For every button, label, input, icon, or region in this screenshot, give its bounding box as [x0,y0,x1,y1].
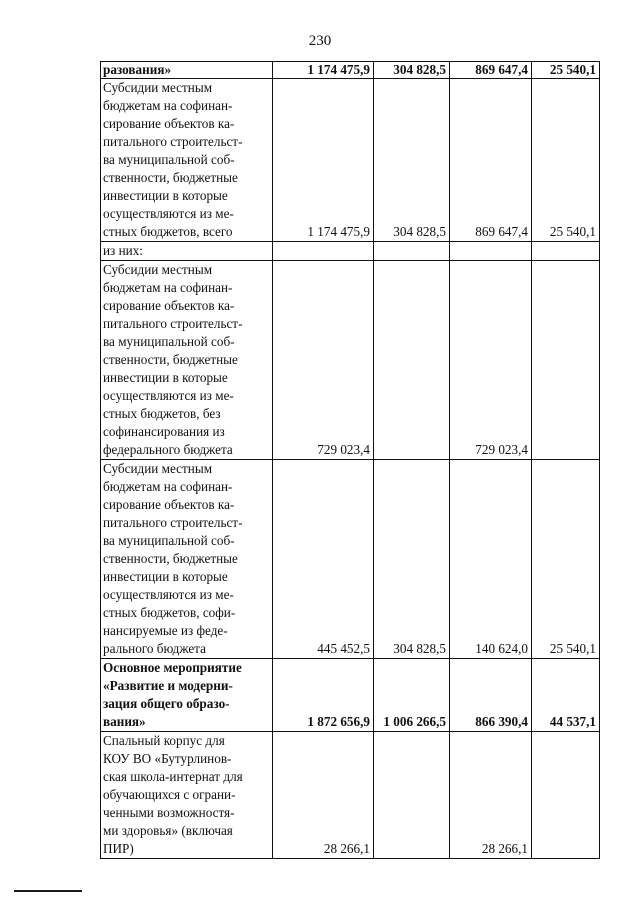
table-row [101,659,600,732]
table-row [101,732,600,859]
total-cell: 1 872 656,9 [273,659,374,732]
regional-cell: 729 023,4 [450,261,532,460]
row-label: из них: [101,242,273,261]
row-label: Субсидии местным бюджетам на софинан- сирование объектов ка- питального строительст- ва муниципальной соб- ственности, бюджетные инвестиции в которые осуществляются из ме- стных бюджетов, без софинансирования из федерального бюджета [101,261,273,460]
federal-cell: 1 006 266,5 [374,659,450,732]
federal-cell: 304 828,5 [374,79,450,242]
table-row [101,242,600,261]
table-row [101,261,600,460]
federal-cell [374,242,450,261]
local-cell: 25 540,1 [532,79,600,242]
page-number: 230 [308,33,332,49]
regional-cell: 140 624,0 [450,460,532,659]
total-cell: 729 023,4 [273,261,374,460]
scan-edge-mark [14,890,82,892]
local-cell: 44 537,1 [532,659,600,732]
regional-cell: 28 266,1 [450,732,532,859]
local-cell [532,261,600,460]
total-cell [273,242,374,261]
regional-cell [450,242,532,261]
local-cell [532,732,600,859]
federal-cell: 304 828,5 [374,62,450,79]
federal-cell [374,261,450,460]
table-row [101,460,600,659]
row-label: Субсидии местным бюджетам на софинан- сирование объектов ка- питального строительст- ва муниципальной соб- ственности, бюджетные инвестиции в которые осуществляются из ме- стных бюджетов, софи- нансируемые из феде- рального бюджета [101,460,273,659]
federal-cell: 304 828,5 [374,460,450,659]
regional-cell: 869 647,4 [450,62,532,79]
local-cell: 25 540,1 [532,460,600,659]
total-cell: 28 266,1 [273,732,374,859]
total-cell: 1 174 475,9 [273,79,374,242]
total-cell: 445 452,5 [273,460,374,659]
regional-cell: 866 390,4 [450,659,532,732]
table-row [101,79,600,242]
row-label: Субсидии местным бюджетам на софинан- сирование объектов ка- питального строительст- ва муниципальной соб- ственности, бюджетные инвестиции в которые осуществляются из ме- стных бюджетов, всего [101,79,273,242]
total-cell: 1 174 475,9 [273,62,374,79]
local-cell: 25 540,1 [532,62,600,79]
local-cell [532,242,600,261]
regional-cell: 869 647,4 [450,79,532,242]
row-label: Основное мероприятие «Развитие и модерни- зация общего образо- вания» [101,659,273,732]
federal-cell [374,732,450,859]
table-row [101,62,600,79]
budget-table [100,61,600,859]
row-label: Спальный корпус для КОУ ВО «Бутурлинов- ская школа-интернат для обучающихся с ограни- ченными возможностя- ми здоровья» (включая ПИР) [101,732,273,859]
row-label: разования» [101,62,273,79]
